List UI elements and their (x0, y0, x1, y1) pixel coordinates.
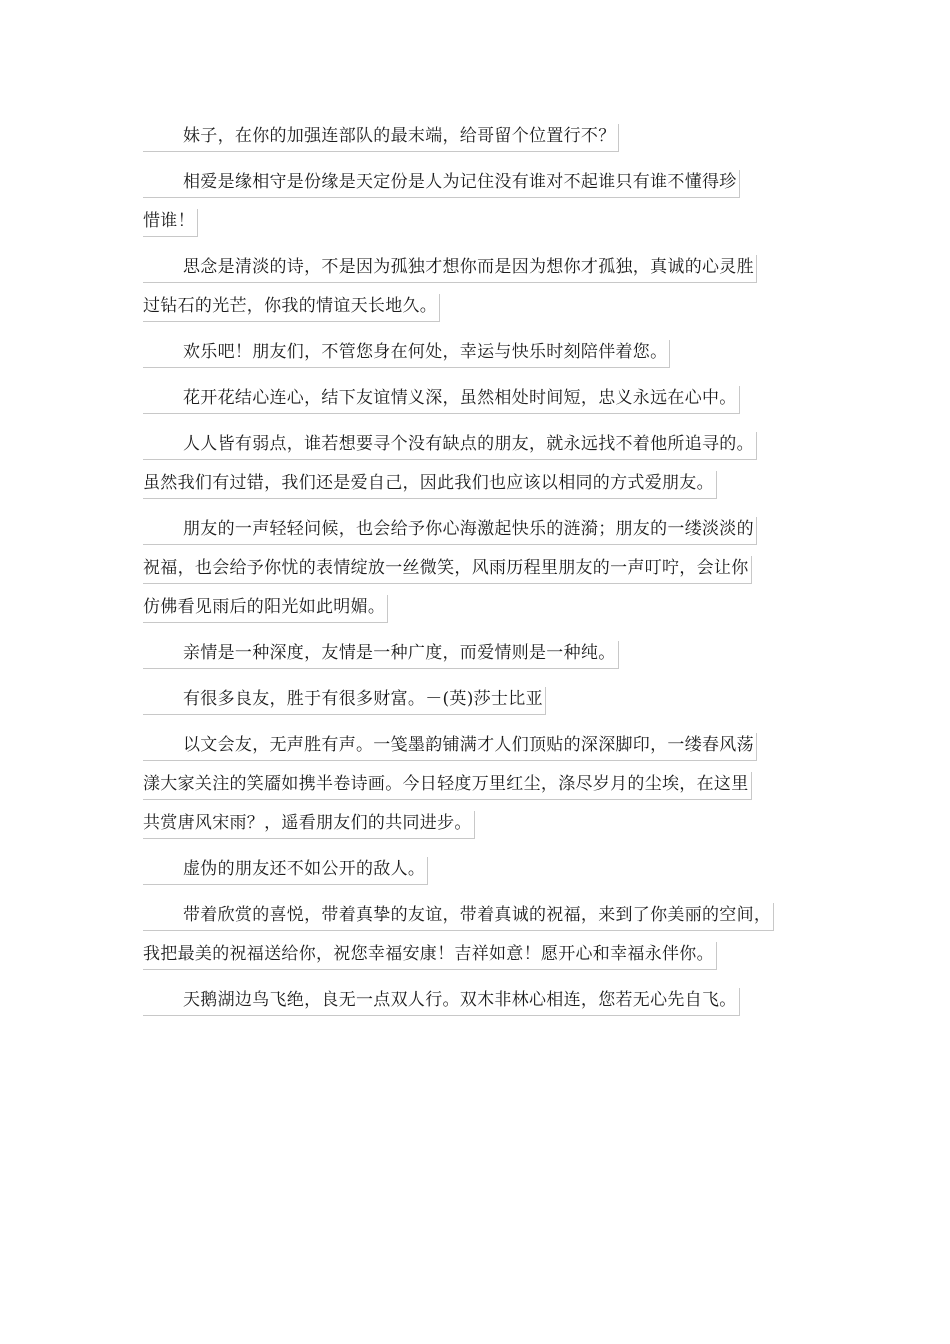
paragraph (143, 432, 808, 496)
paragraph (143, 903, 808, 967)
paragraph (143, 517, 808, 620)
paragraph (143, 857, 808, 882)
paragraph-line: 虚伪的朋友还不如公开的敌人。 (143, 857, 808, 882)
paragraph-line: 过钻石的光芒，你我的情谊天长地久。 (143, 294, 808, 319)
paragraph-line: 仿佛看见雨后的阳光如此明媚。 (143, 595, 808, 620)
paragraph-line: 朋友的一声轻轻问候，也会给予你心海激起快乐的涟漪；朋友的一缕淡淡的 (143, 517, 808, 542)
paragraph (143, 255, 808, 319)
paragraph-line: 共赏唐风宋雨？，遥看朋友们的共同进步。 (143, 811, 808, 836)
paragraph (143, 340, 808, 365)
paragraph (143, 988, 808, 1013)
paragraph (143, 170, 808, 234)
paragraph-line: 天鹅湖边鸟飞绝，良无一点双人行。双木非林心相连，您若无心先自飞。 (143, 988, 808, 1013)
paragraph-line: 相爱是缘相守是份缘是天定份是人为记住没有谁对不起谁只有谁不懂得珍 (143, 170, 808, 195)
paragraph-line: 虽然我们有过错，我们还是爱自己，因此我们也应该以相同的方式爱朋友。 (143, 471, 808, 496)
paragraph (143, 641, 808, 666)
paragraph-line: 思念是清淡的诗，不是因为孤独才想你而是因为想你才孤独，真诚的心灵胜 (143, 255, 808, 280)
paragraph (143, 733, 808, 836)
paragraph-line: 人人皆有弱点，谁若想要寻个没有缺点的朋友，就永远找不着他所追寻的。 (143, 432, 808, 457)
paragraph-line: 花开花结心连心，结下友谊情义深，虽然相处时间短，忠义永远在心中。 (143, 386, 808, 411)
paragraph-line: 惜谁！ (143, 209, 808, 234)
paragraph (143, 687, 808, 712)
document-body (143, 124, 808, 1034)
paragraph-line: 亲情是一种深度，友情是一种广度，而爱情则是一种纯。 (143, 641, 808, 666)
paragraph-line: 祝福，也会给予你忧的表情绽放一丝微笑，风雨历程里朋友的一声叮咛，会让你 (143, 556, 808, 581)
paragraph (143, 124, 808, 149)
paragraph (143, 386, 808, 411)
paragraph-line: 欢乐吧！朋友们，不管您身在何处，幸运与快乐时刻陪伴着您。 (143, 340, 808, 365)
paragraph-line: 带着欣赏的喜悦，带着真挚的友谊，带着真诚的祝福，来到了你美丽的空间， (143, 903, 808, 928)
paragraph-line: 有很多良友，胜于有很多财富。－(英)莎士比亚 (143, 687, 808, 712)
paragraph-line: 漾大家关注的笑靥如携半卷诗画。今日轻度万里红尘，涤尽岁月的尘埃，在这里 (143, 772, 808, 797)
paragraph-line: 我把最美的祝福送给你，祝您幸福安康！吉祥如意！愿开心和幸福永伴你。 (143, 942, 808, 967)
paragraph-line: 妹子，在你的加强连部队的最末端，给哥留个位置行不？ (143, 124, 808, 149)
paragraph-line: 以文会友，无声胜有声。一笺墨韵铺满才人们顶贴的深深脚印，一缕春风荡 (143, 733, 808, 758)
